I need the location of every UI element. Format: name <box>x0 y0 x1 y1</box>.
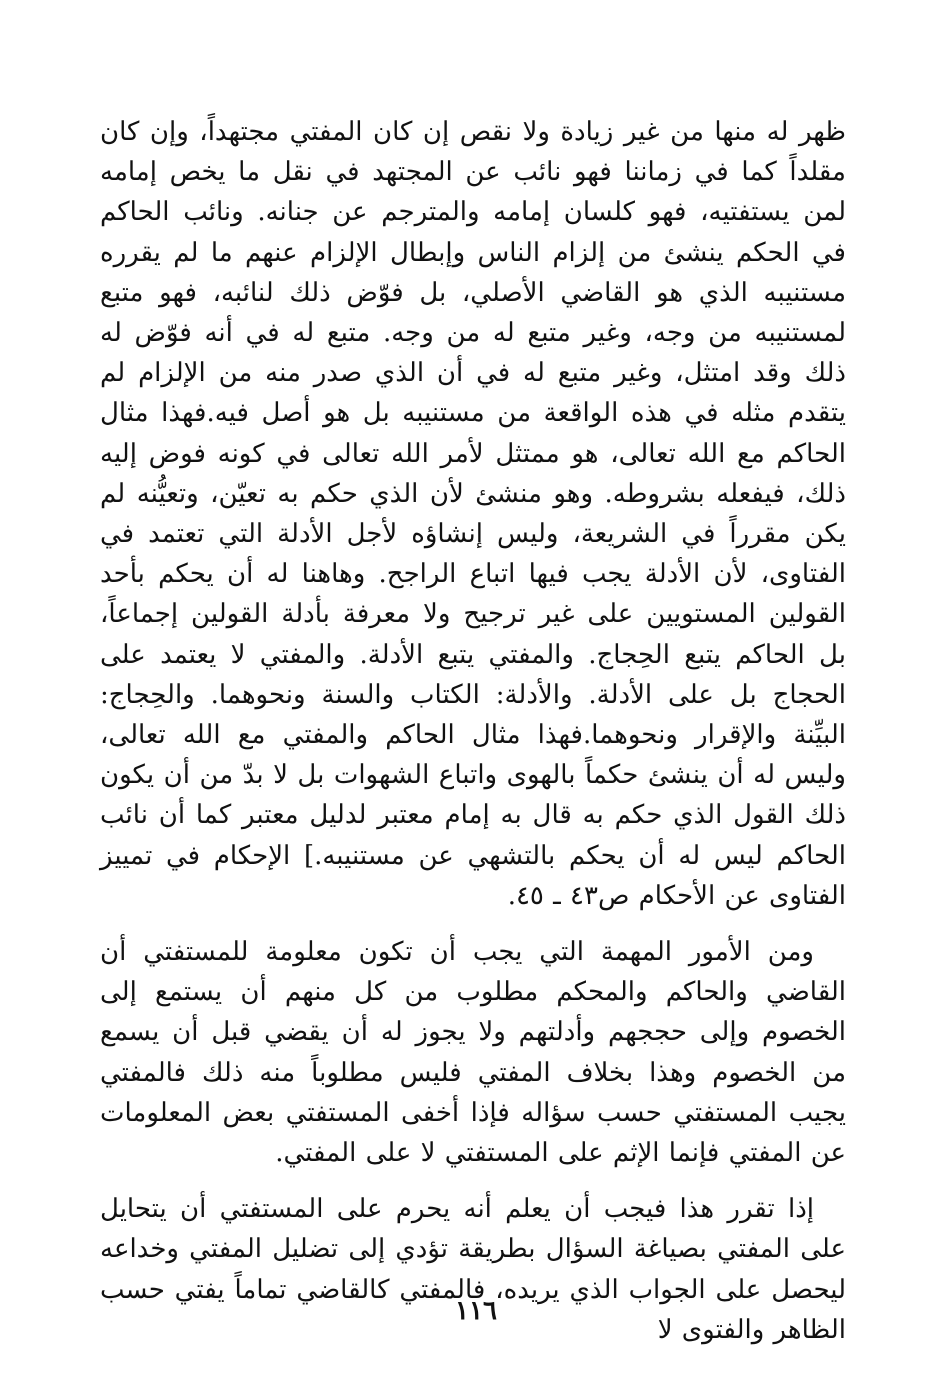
body-text <box>100 112 846 1350</box>
paragraph-quote-continuation: ظهر له منها من غير زيادة ولا نقص إن كان المفتي مجتهداً، وإن كان مقلداً كما في زماننا فهو نائب عن المجتهد في نقل ما يخص إمامه لمن يستفتيه، فهو كلسان إمامه والمترجم عن جنانه. ونائب الحاكم في الحكم ينشئ من إلزام الناس وإبطال الإلزام عنهم ما لم يقرره مستنيبه الذي هو القاضي الأصلي، بل فوّض ذلك لنائبه، فهو متبع لمستنيبه من وجه، وغير متبع له من وجه. متبع له في أنه فوّض له ذلك وقد امتثل، وغير متبع له في أن الذي صدر منه من الإلزام لم يتقدم مثله في هذه الواقعة من مستنيبه بل هو أصل فيه.فهذا مثال الحاكم مع الله تعالى، هو ممتثل لأمر الله تعالى في كونه فوض إليه ذلك، فيفعله بشروطه. وهو منشئ لأن الذي حكم به تعيّن، وتعيُّنه لم يكن مقرراً في الشريعة، وليس إنشاؤه لأجل الأدلة التي تعتمد في الفتاوى، لأن الأدلة يجب فيها اتباع الراجح. وهاهنا له أن يحكم بأحد القولين المستويين على غير ترجيح ولا معرفة بأدلة القولين إجماعاً، بل الحاكم يتبع الحِجاج. والمفتي يتبع الأدلة. والمفتي لا يعتمد على الحجاج بل على الأدلة. والأدلة: الكتاب والسنة ونحوهما. والحِجاج: البيِّنة والإقرار ونحوهما.فهذا مثال الحاكم والمفتي مع الله تعالى، وليس له أن ينشئ حكماً بالهوى واتباع الشهوات بل لا بدّ من أن يكون ذلك القول الذي حكم به قال به إمام معتبر لدليل معتبر كما أن نائب الحاكم ليس له أن يحكم بالتشهي عن مستنيبه.] الإحكام في تمييز الفتاوى عن الأحكام ص٤٣ ـ ٤٥. <box>100 117 846 911</box>
paragraph-prohibition-trickery: إذا تقرر هذا فيجب أن يعلم أنه يحرم على المستفتي أن يتحايل على المفتي بصياغة السؤال بطريقة تؤدي إلى تضليل المفتي وخداعه ليحصل على الجواب الذي يريده، فالمفتي كالقاضي تماماً يفتي حسب الظاهر والفتوى لا <box>100 1194 846 1345</box>
page-number: ١١٦ <box>455 1296 497 1326</box>
paragraph-mustafti-knowledge: ومن الأمور المهمة التي يجب أن تكون معلومة للمستفتي أن القاضي والحاكم والمحكم مطلوب من كل منهم أن يستمع إلى الخصوم وإلى حججهم وأدلتهم ولا يجوز له أن يقضي قبل أن يسمع من الخصوم وهذا بخلاف المفتي فليس مطلوباً منه ذلك فالمفتي يجيب المستفتي حسب سؤاله فإذا أخفى المستفتي بعض المعلومات عن المفتي فإنما الإثم على المستفتي لا على المفتي. <box>100 937 846 1169</box>
